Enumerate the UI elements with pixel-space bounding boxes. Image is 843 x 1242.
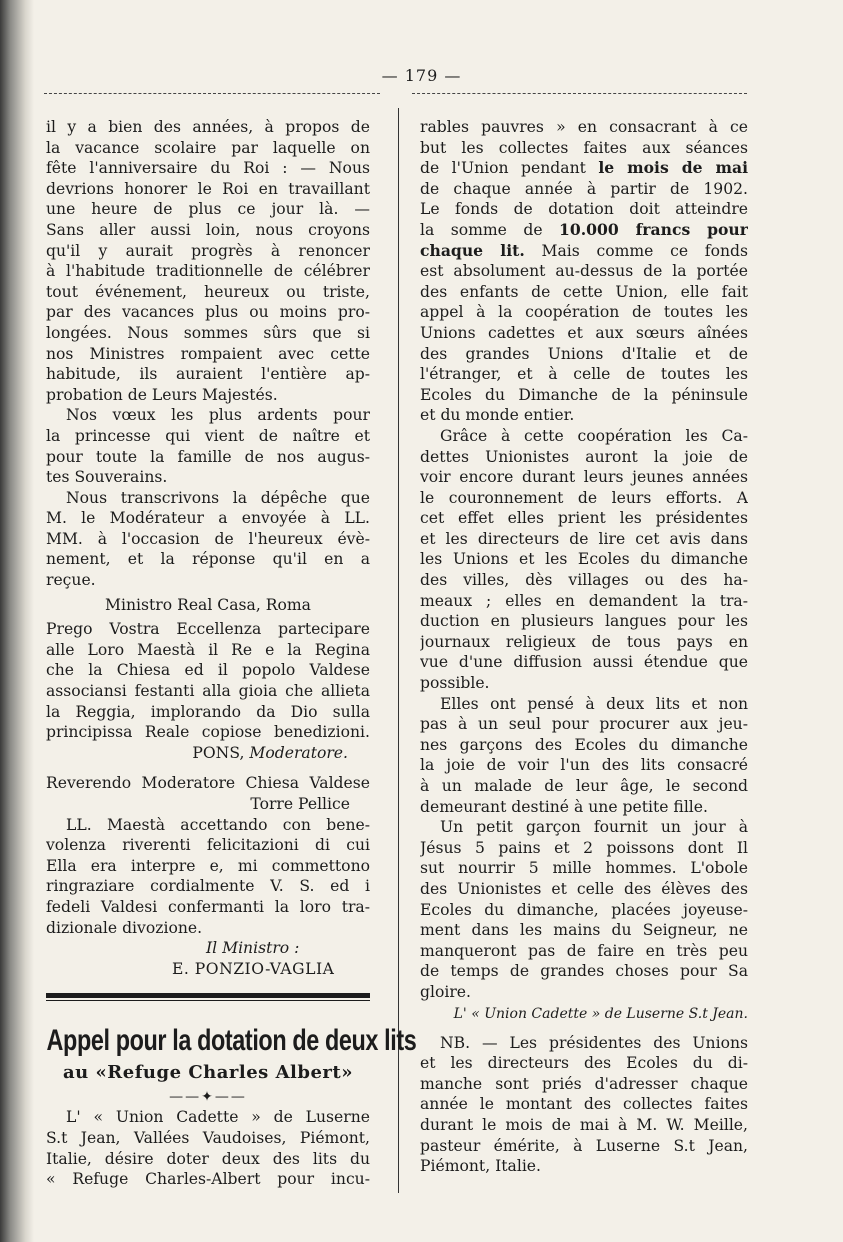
appel-text — [46, 1107, 370, 1189]
right-paragraph-2 — [420, 426, 748, 694]
text-line: reçue. — [46, 571, 96, 590]
text-line: tes Souverains. — [46, 468, 168, 487]
text-line: manqueront pas de faire en très peu — [420, 941, 748, 960]
text-line: Ella era interpre e, mi commettono — [46, 856, 370, 875]
text-line: ment dans les mains du Seigneur, ne — [420, 921, 748, 940]
text-line: cet effet elles prient les présidentes — [420, 509, 748, 528]
text-line: Italie, désire doter deux des lits du — [46, 1149, 370, 1168]
section-separator — [46, 979, 370, 1023]
text-line: les Unions et les Ecoles du dimanche — [420, 550, 748, 569]
text-line: le couronnement de leurs efforts. A — [420, 488, 748, 507]
text-line: appel à la coopération de toutes les — [420, 303, 748, 322]
text-line: journaux religieux de tous pays en — [420, 632, 748, 651]
text-line: duction en plusieurs langues pour les — [420, 612, 748, 631]
header-rule-right — [412, 93, 747, 94]
text-line: Piémont, Italie. — [420, 1157, 541, 1176]
text-line: est absolument au-dessus de la portée — [420, 262, 748, 281]
text-line: rables pauvres » en consacrant à ce — [420, 118, 748, 136]
text-line: volenza riverenti felicitazioni di cui — [46, 836, 370, 855]
text-line: possible. — [420, 674, 490, 693]
text-line: Nous transcrivons la dépêche que — [66, 488, 370, 507]
text-line: pasteur émérite, à Luserne S.t Jean, — [420, 1136, 748, 1155]
text-line: Nos vœux les plus ardents pour — [66, 406, 370, 425]
right-paragraph-3 — [420, 694, 748, 818]
page-number: — 179 — — [381, 66, 462, 85]
text-line: des grandes Unions d'Italie et de — [420, 344, 748, 363]
text-line: habitude, ils auraient l'entière ap- — [46, 365, 370, 384]
text-line: Sans aller aussi loin, nous croyons — [46, 220, 370, 239]
right-column — [420, 117, 748, 1177]
text-line: Jésus 5 pains et 2 poissons dont Il — [420, 838, 748, 857]
telegram-text — [46, 619, 370, 743]
text-line: principissa Reale copiose benedizioni. — [46, 723, 370, 742]
text-line: Le fonds de dotation doit atteindre — [420, 200, 748, 219]
text-line: des Unionistes et celle des élèves des — [420, 879, 748, 898]
text-line: but les collectes faites aux séances — [420, 138, 748, 157]
reply-sign-role: Il Ministro : — [206, 939, 300, 958]
text-line: Reverendo Moderatore Chiesa Valdese — [46, 774, 370, 793]
text-line: associansi festanti alla gioia che allieta — [46, 682, 370, 701]
text-line: Torre Pellice — [250, 795, 350, 813]
text-line: nos Ministres rompaient avec cette — [46, 344, 370, 363]
text-line: LL. Maestà accettando con bene- — [66, 815, 370, 834]
text-line: de l'Union pendant le mois de mai — [420, 158, 748, 178]
text-line: S.t Jean, Vallées Vaudoises, Piémont, — [46, 1128, 370, 1147]
text-line: chaque lit. Mais comme ce fonds — [420, 240, 748, 260]
text-line: fête l'anniversaire du Roi : — Nous — [46, 159, 370, 178]
left-paragraph-1 — [46, 117, 370, 405]
text-line: Prego Vostra Eccellenza partecipare — [46, 620, 370, 639]
text-line: par des vacances plus ou moins pro- — [46, 303, 370, 322]
left-column — [46, 117, 417, 1190]
appel-title: Appel pour la dotation de deux lits — [46, 1024, 417, 1058]
text-line: demeurant destiné à une petite fille. — [420, 797, 708, 816]
text-line: voir encore durant leurs jeunes années — [420, 468, 748, 487]
telegram-signature — [46, 743, 370, 764]
ornament-divider: ——✦—— — [169, 1089, 247, 1106]
text-line: Ecoles du dimanche, placées joyeuse- — [420, 900, 748, 919]
telegram-address: Ministro Real Casa, Roma — [105, 595, 311, 614]
appel-credit: L' « Union Cadette » de Luserne S.t Jean. — [453, 1005, 748, 1022]
text-line: Unions cadettes et aux sœurs aînées — [420, 323, 748, 342]
text-line: et les directeurs des Ecoles du di- — [420, 1054, 748, 1073]
text-line: devrions honorer le Roi en travaillant — [46, 179, 370, 198]
text-line: de chaque année à partir de 1902. — [420, 179, 748, 198]
text-line: une heure de plus ce jour là. — — [46, 200, 370, 219]
text-line: des enfants de cette Union, elle fait — [420, 282, 748, 301]
text-line: la Reggia, implorando da Dio sulla — [46, 702, 370, 721]
right-paragraph-4 — [420, 817, 748, 1002]
text-line: alle Loro Maestà il Re e la Regina — [46, 640, 370, 659]
left-paragraph-3 — [46, 488, 370, 591]
text-line: Un petit garçon fournit un jour à — [440, 818, 748, 837]
text-line: à un malade de leur âge, le second — [420, 777, 748, 795]
telegram-signature-text: PONS, Moderatore. — [192, 743, 348, 762]
text-line: Ecoles du Dimanche de la péninsule — [420, 385, 748, 404]
text-line: meaux ; elles en demandent la tra- — [420, 591, 748, 610]
text-line: fedeli Valdesi confermanti la loro tra- — [46, 897, 370, 916]
text-line: la somme de 10.000 francs pour — [420, 219, 748, 239]
text-line: durant le mois de mai à M. W. Meille, — [420, 1115, 748, 1134]
text-line: ringraziare cordialmente V. S. ed i — [46, 877, 370, 896]
text-line: et les directeurs de lire cet avis dans — [420, 529, 748, 548]
text-line: L' « Union Cadette » de Luserne — [66, 1108, 370, 1127]
text-line: nement, et la réponse qu'il en a — [46, 550, 370, 569]
text-line: sut nourrir 5 mille hommes. L'obole — [420, 859, 748, 878]
text-line: NB. — Les présidentes des Unions — [440, 1033, 748, 1052]
reply-sign-name: E. PONZIO-VAGLIA — [172, 959, 335, 978]
text-line: vue d'une diffusion aussi étendue que — [420, 653, 748, 672]
appel-subtitle: au «Refuge Charles Albert» — [63, 1062, 353, 1084]
nb-paragraph — [420, 1033, 748, 1177]
text-line: dizionale divozione. — [46, 918, 203, 937]
text-line: Grâce à cette coopération les Ca- — [440, 426, 748, 445]
text-line: M. le Modérateur a envoyée à LL. — [46, 509, 370, 528]
text-line: il y a bien des années, à propos de — [46, 118, 370, 136]
text-line: à l'habitude traditionnelle de célébrer — [46, 262, 370, 281]
text-line: l'étranger, et à celle de toutes les — [420, 365, 748, 384]
text-line: la vacance scolaire par laquelle on — [46, 138, 370, 157]
right-paragraph-1 — [420, 117, 748, 426]
text-line: gloire. — [420, 982, 471, 1001]
header-rule-left — [44, 93, 380, 94]
text-line: des villes, dès villages ou des ha- — [420, 571, 748, 590]
left-paragraph-2 — [46, 405, 370, 487]
text-line: manche sont priés d'adresser chaque — [420, 1074, 748, 1093]
text-line: probation de Leurs Majestés. — [46, 385, 278, 404]
reply-text — [46, 815, 370, 939]
text-line: année le montant des collectes faites — [420, 1095, 748, 1114]
text-line: la princesse qui vient de naître et — [46, 426, 370, 445]
text-line: pour toute la famille de nos augus- — [46, 447, 370, 466]
text-line: Elles ont pensé à deux lits et non — [440, 694, 748, 713]
text-line: de temps de grandes choses pour Sa — [420, 962, 748, 981]
text-line: nes garçons des Ecoles du dimanche — [420, 735, 748, 754]
text-line: dettes Unionistes auront la joie de — [420, 447, 748, 466]
text-line: longées. Nous sommes sûrs que si — [46, 323, 370, 342]
text-line: MM. à l'occasion de l'heureux évè- — [46, 529, 370, 548]
text-line: che la Chiesa ed il popolo Valdese — [46, 661, 370, 680]
text-line: qu'il y aurait progrès à renoncer — [46, 241, 370, 260]
text-line: tout événement, heureux ou triste, — [46, 282, 370, 301]
text-line: et du monde entier. — [420, 406, 575, 425]
text-line: la joie de voir l'un des lits consacré — [420, 756, 748, 775]
reply-address — [46, 773, 370, 814]
page-binding-edge — [0, 0, 34, 1242]
text-line: pas à un seul pour procurer aux jeu- — [420, 715, 748, 734]
text-line: « Refuge Charles-Albert pour incu- — [46, 1170, 370, 1189]
